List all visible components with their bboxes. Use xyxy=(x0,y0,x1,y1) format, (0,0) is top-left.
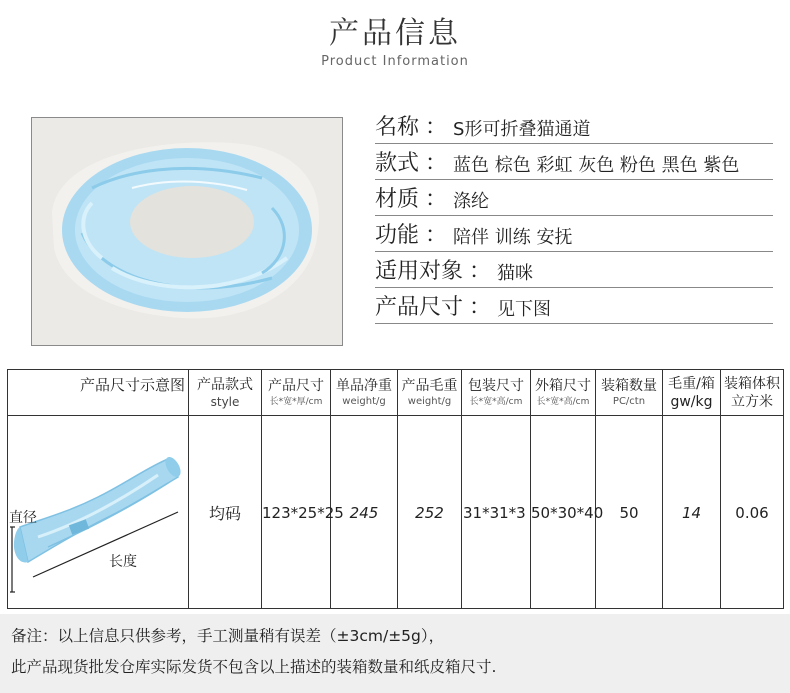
header-sublabel: weight/g xyxy=(407,395,452,407)
info-value: S形可折叠猫通道 xyxy=(453,119,591,140)
product-photo xyxy=(31,117,343,346)
info-separator: ： xyxy=(425,151,448,176)
info-separator: ： xyxy=(469,295,492,320)
cell-diagram xyxy=(8,416,189,609)
info-label: 适用对象 xyxy=(375,259,464,284)
info-row-function xyxy=(375,216,773,252)
header-package-size xyxy=(462,370,531,416)
info-label: 名称 xyxy=(375,115,420,140)
note-line-1: 备注：以上信息只供参考，手工测量稍有误差（±3cm/±5g）， xyxy=(11,627,445,645)
cell-package-size: 31*31*3 xyxy=(463,503,526,522)
product-info-list xyxy=(375,108,773,324)
header-label: 包装尺寸 xyxy=(468,377,524,394)
header-sublabel: style xyxy=(210,394,240,409)
header-label: 外箱尺寸 xyxy=(535,377,591,394)
info-value: 蓝色 棕色 彩虹 灰色 粉色 黑色 紫色 xyxy=(453,155,740,176)
header-label: 产品款式 xyxy=(197,376,253,393)
info-label: 产品尺寸 xyxy=(375,295,464,320)
spec-table xyxy=(7,369,784,609)
header-label: 产品尺寸 xyxy=(268,377,324,394)
section-subtitle: Product Information xyxy=(321,54,469,69)
cell-gw-per-box: 14 xyxy=(681,503,702,522)
info-row-material xyxy=(375,180,773,216)
header-sublabel: PC/ctn xyxy=(612,395,646,407)
header-label: 产品尺寸示意图 xyxy=(79,376,185,394)
header-carton-size xyxy=(531,370,596,416)
info-separator: ： xyxy=(469,259,492,284)
header-sublabel: 立方米 xyxy=(731,393,773,410)
header-sublabel: 长*宽*高/cm xyxy=(536,396,590,407)
info-label: 款式 xyxy=(375,151,420,176)
section-header xyxy=(0,14,790,69)
cell-style: 均码 xyxy=(208,503,241,523)
spec-table-row xyxy=(8,416,784,609)
cell-net-weight: 245 xyxy=(349,503,379,522)
section-title: 产品信息 xyxy=(329,16,461,51)
header-sublabel: gw/kg xyxy=(670,393,713,410)
info-value: 陪伴 训练 安抚 xyxy=(453,227,573,248)
info-separator: ： xyxy=(425,223,448,248)
length-label: 长度 xyxy=(109,554,137,570)
header-label: 产品毛重 xyxy=(401,377,458,394)
info-row-name xyxy=(375,108,773,144)
folded-tunnel-image xyxy=(32,118,344,347)
header-sublabel: 长*宽*厚/cm xyxy=(269,396,323,407)
info-row-style xyxy=(375,144,773,180)
header-gw-per-box xyxy=(663,370,721,416)
cell-carton-size: 50*30*40 xyxy=(531,503,604,522)
header-style xyxy=(189,370,262,416)
header-volume xyxy=(721,370,784,416)
cell-gross-weight: 252 xyxy=(415,503,444,522)
info-value: 涤纶 xyxy=(453,191,490,212)
header-net-weight xyxy=(331,370,398,416)
cell-qty: 50 xyxy=(619,503,639,522)
note-line-2: 此产品现货批发仓库实际发货不包含以上描述的装箱数量和纸皮箱尺寸. xyxy=(11,658,497,676)
info-separator: ： xyxy=(425,187,448,212)
header-label: 单品净重 xyxy=(336,377,392,394)
diameter-label: 直径 xyxy=(9,510,37,526)
size-diagram xyxy=(8,417,188,607)
info-label: 功能 xyxy=(375,223,420,248)
header-label: 装箱数量 xyxy=(601,377,657,394)
header-label: 装箱体积 xyxy=(724,375,780,392)
info-label: 材质 xyxy=(375,187,420,212)
cell-size: 123*25*25 xyxy=(262,503,344,522)
header-size xyxy=(262,370,331,416)
info-separator: ： xyxy=(425,115,448,140)
header-sublabel: 长*宽*高/cm xyxy=(469,396,523,407)
header-sublabel: weight/g xyxy=(342,395,386,407)
info-row-target xyxy=(375,252,773,288)
spec-table-header-row xyxy=(8,370,784,416)
header-gross-weight xyxy=(398,370,462,416)
info-value: 见下图 xyxy=(497,299,552,320)
header-diagram xyxy=(8,370,189,416)
info-row-size xyxy=(375,288,773,324)
cell-volume: 0.06 xyxy=(735,503,769,522)
notes-panel xyxy=(0,614,790,693)
info-value: 猫咪 xyxy=(497,263,534,284)
header-label: 毛重/箱 xyxy=(668,375,715,392)
header-qty xyxy=(596,370,663,416)
